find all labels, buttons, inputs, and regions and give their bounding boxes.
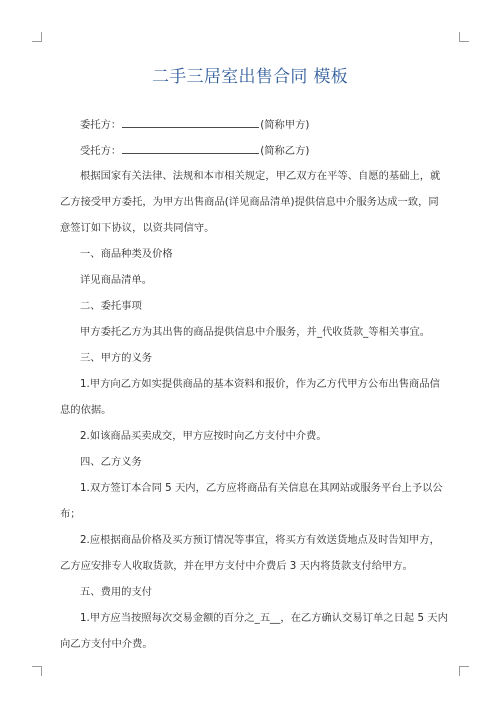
party-a-label: 委托方： bbox=[80, 119, 122, 131]
party-a-suffix: (简称甲方) bbox=[260, 119, 310, 131]
paragraph-line: 息的依据。 bbox=[60, 404, 112, 416]
section-heading: 三、甲方的义务 bbox=[80, 352, 153, 364]
paragraph-line: 根据国家有关法律、法规和本市相关规定，甲乙双方在平等、自愿的基础上，就 bbox=[80, 170, 441, 182]
document-title: 二手三居室出售合同 模板 bbox=[151, 67, 348, 87]
section-heading: 四、乙方义务 bbox=[80, 456, 142, 468]
party-a-line bbox=[80, 117, 309, 132]
paragraph-line: 意签订如下协议，以资共同信守。 bbox=[60, 222, 215, 234]
paragraph-line: 1.双方签订本合同 5 天内，乙方应将商品有关信息在其网站或服务平台上予以公 bbox=[80, 482, 443, 494]
paragraph-line: 乙方应安排专人收取货款，并在甲方支付中介费后 3 天内将货款支付给甲方。 bbox=[60, 560, 413, 572]
section-heading: 五、费用的支付 bbox=[80, 586, 153, 598]
party-a-blank[interactable] bbox=[122, 117, 259, 128]
section-heading: 一、商品种类及价格 bbox=[80, 248, 173, 260]
party-b-line bbox=[80, 143, 309, 158]
party-b-suffix: (简称乙方) bbox=[260, 145, 310, 157]
paragraph-line: 向乙方支付中介费。 bbox=[60, 638, 153, 650]
crop-mark-top-right bbox=[459, 32, 469, 42]
paragraph-line: 甲方委托乙方为其出售的商品提供信息中介服务，并_代收货款_等相关事宜。 bbox=[80, 326, 431, 338]
crop-mark-bottom-left bbox=[32, 666, 42, 676]
crop-mark-top-left bbox=[32, 32, 42, 42]
party-b-blank[interactable] bbox=[122, 143, 259, 154]
paragraph-line: 2.如该商品买卖成交，甲方应按时向乙方支付中介费。 bbox=[80, 430, 327, 442]
paragraph-line: 1.甲方应当按照每次交易金额的百分之_五__，在乙方确认交易订单之日起 5 天内 bbox=[80, 612, 448, 624]
section-heading: 二、委托事项 bbox=[80, 300, 142, 312]
crop-mark-bottom-right bbox=[459, 666, 469, 676]
paragraph-line: 2.应根据商品价格及买方预订情况等事宜，将买方有效送货地点及时告知甲方， bbox=[80, 534, 440, 546]
paragraph-line: 布； bbox=[60, 508, 81, 520]
party-b-label: 受托方： bbox=[80, 145, 122, 157]
paragraph-line: 乙方接受甲方委托，为甲方出售商品(详见商品清单)提供信息中介服务达成一致，同 bbox=[60, 196, 439, 208]
paragraph-line: 详见商品清单。 bbox=[80, 274, 153, 286]
paragraph-line: 1.甲方向乙方如实提供商品的基本资料和报价，作为乙方代甲方公布出售商品信 bbox=[80, 378, 440, 390]
